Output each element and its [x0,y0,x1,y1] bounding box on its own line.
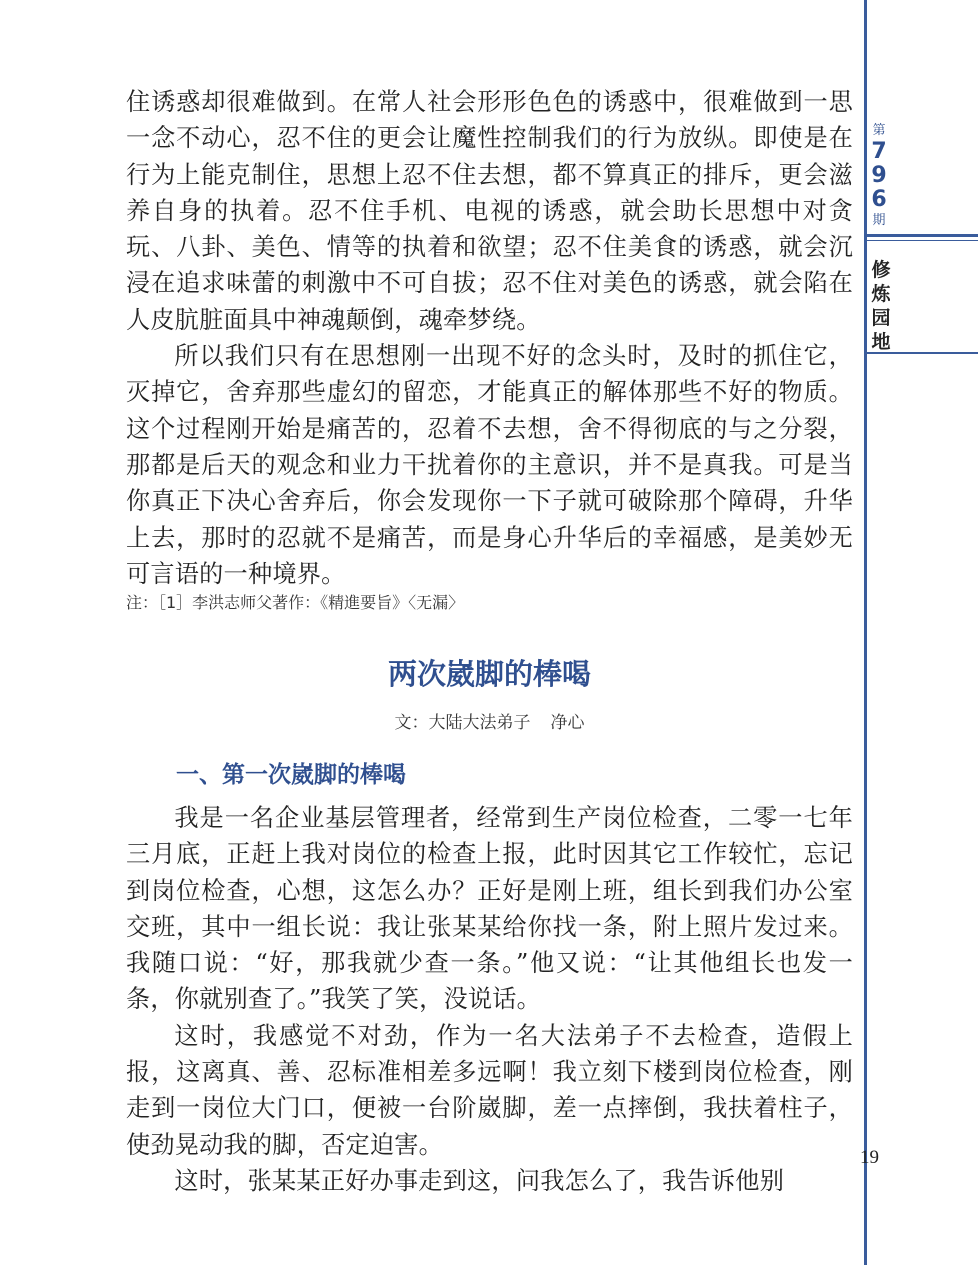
byline [126,708,853,733]
footnote: 注：［1］李洪志师父著作：《精進要旨》〈无漏〉 [126,593,465,612]
article-title: 两次崴脚的棒喝 [387,657,591,691]
sidebar-divider [864,234,978,237]
subheading: 一、第一次崴脚的棒喝 [176,762,406,788]
article-body [126,800,853,1199]
section-title [868,258,894,354]
section-char: 园 [871,307,891,329]
byline-author: 大陆大法弟子 [428,713,531,733]
issue-suffix: 期 [872,213,886,228]
page-number: 19 [860,1147,879,1168]
byline-label: 文： [394,713,429,733]
article-body [126,84,853,592]
issue-digit: 7 [871,139,887,164]
paragraph: 我是一名企业基层管理者，经常到生产岗位检查，二零一七年三月底，正赶上我对岗位的检查上报，此时因其它工作较忙，忘记到岗位检查，心想，这怎么办？正好是刚上班，组长到我们办公室交班，其中一组长说：我让张某某给你找一条，附上照片发过来。我随口说：“好，那我就少查一条。”他又说：“让其他组长也发一条，你就别查了。”我笑了笑，没说话。 [126,804,853,1014]
paragraph: 住诱惑却很难做到。在常人社会形形色色的诱惑中，很难做到一思一念不动心，忍不住的更会让魔性控制我们的行为放纵。即使是在行为上能克制住，思想上忍不住去想，都不算真正的排斥，更会滋养自身的执着。忍不住手机、电视的诱惑，就会助长思想中对贪玩、八卦、美色、情等的执着和欲望；忍不住美食的诱惑，就会沉浸在追求味蕾的刺激中不可自拔；忍不住对美色的诱惑，就会陷在人皮肮脏面具中神魂颠倒，魂牵梦绕。 [126,88,853,334]
sidebar-divider [864,240,978,241]
section-char: 地 [871,331,891,353]
issue-prefix: 第 [872,123,886,138]
paragraph: 所以我们只有在思想刚一出现不好的念头时，及时的抓住它，灭掉它，舍弃那些虚幻的留恋，才能真正的解体那些不好的物质。这个过程刚开始是痛苦的，忍着不去想，舍不得彻底的与之分裂，那都是后天的观念和业力干扰着你的主意识，并不是真我。可是当你真正下决心舍弃后，你会发现你一下子就可破除那个障碍，升华上去，那时的忍就不是痛苦，而是身心升华后的幸福感，是美妙无可言语的一种境界。 [126,342,853,588]
issue-digit: 6 [871,187,887,212]
issue-digit: 9 [871,163,887,188]
section-char: 炼 [871,283,891,305]
paragraph: 这时，张某某正好办事走到这，问我怎么了，我告诉他别 [174,1166,785,1195]
paragraph: 这时，我感觉不对劲，作为一名大法弟子不去检查，造假上报，这离真、善、忍标准相差多远啊！我立刻下楼到岗位检查，刚走到一岗位大门口，便被一台阶崴脚，差一点摔倒，我扶着柱子，使劲晃动我的脚，否定迫害。 [126,1021,853,1159]
issue-number [868,122,890,230]
byline-name: 净心 [550,713,585,733]
sidebar-vertical-rule [864,0,867,1265]
section-char: 修 [871,259,891,281]
